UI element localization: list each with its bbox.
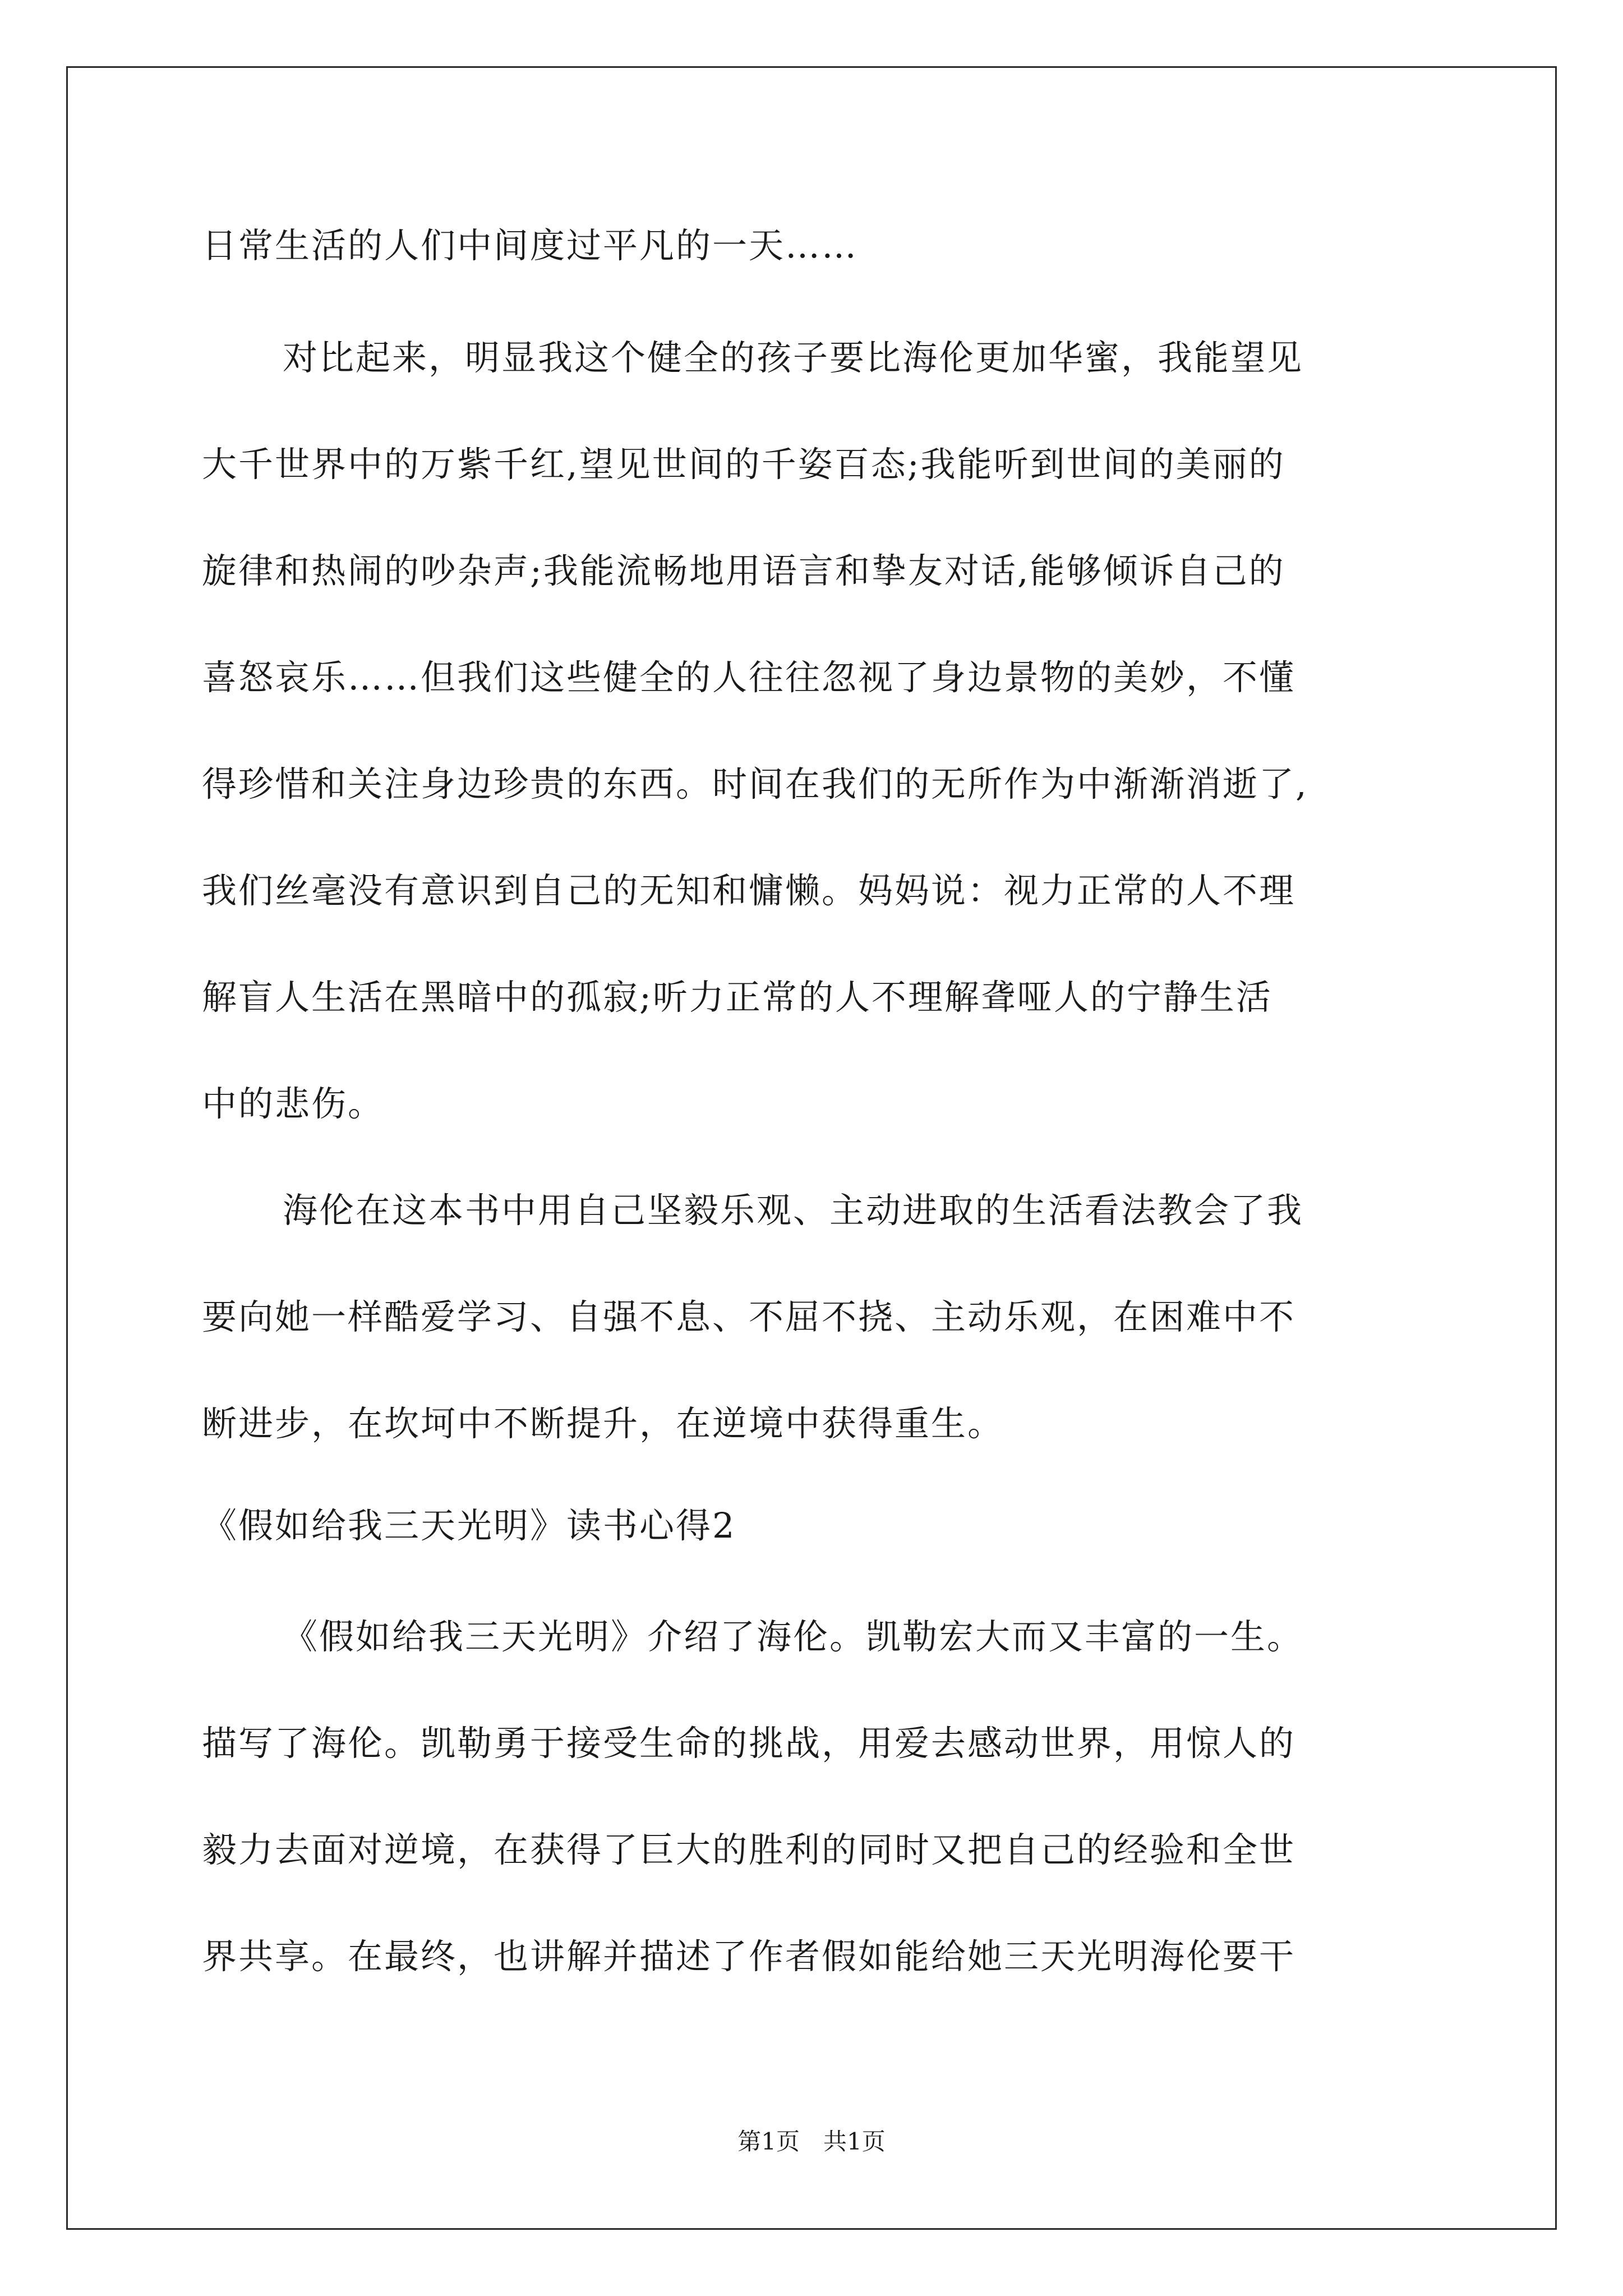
text-line: 《假如给我三天光明》介绍了海伦。凯勒宏大而又丰富的一生。 [283, 1616, 1304, 1657]
text-line: 中的悲伤。 [202, 1083, 385, 1124]
text-line: 界共享。在最终，也讲解并描述了作者假如能给她三天光明海伦要干 [202, 1936, 1296, 1977]
text-line: 毅力去面对逆境，在获得了巨大的胜利的同时又把自己的经验和全世 [202, 1829, 1296, 1870]
text-line: 海伦在这本书中用自己坚毅乐观、主动进取的生活看法教会了我 [283, 1190, 1304, 1231]
text-line: 旋律和热闹的吵杂声;我能流畅地用语言和挚友对话,能够倾诉自己的 [202, 550, 1285, 591]
text-line: 描写了海伦。凯勒勇于接受生命的挑战，用爱去感动世界，用惊人的 [202, 1723, 1296, 1764]
section-heading: 《假如给我三天光明》读书心得2 [202, 1505, 736, 1546]
text-line: 对比起来，明显我这个健全的孩子要比海伦更加华蜜，我能望见 [283, 337, 1304, 378]
page-footer: 第1页 共1页 [737, 2128, 886, 2155]
text-line: 要向她一样酷爱学习、自强不息、不屈不挠、主动乐观，在困难中不 [202, 1296, 1296, 1337]
text-line: 断进步，在坎坷中不断提升，在逆境中获得重生。 [202, 1403, 1004, 1444]
text-line: 得珍惜和关注身边珍贵的东西。时间在我们的无所作为中渐渐消逝了, [202, 763, 1308, 804]
text-line: 喜怒哀乐……但我们这些健全的人往往忽视了身边景物的美妙，不懂 [202, 657, 1296, 698]
text-line: 我们丝毫没有意识到自己的无知和慵懒。妈妈说：视力正常的人不理 [202, 870, 1296, 911]
text-line: 日常生活的人们中间度过平凡的一天…… [202, 225, 859, 266]
text-line: 大千世界中的万紫千红,望见世间的千姿百态;我能听到世间的美丽的 [202, 444, 1285, 485]
page-frame [66, 66, 1557, 2230]
text-line: 解盲人生活在黑暗中的孤寂;听力正常的人不理解聋哑人的宁静生活 [202, 977, 1272, 1018]
